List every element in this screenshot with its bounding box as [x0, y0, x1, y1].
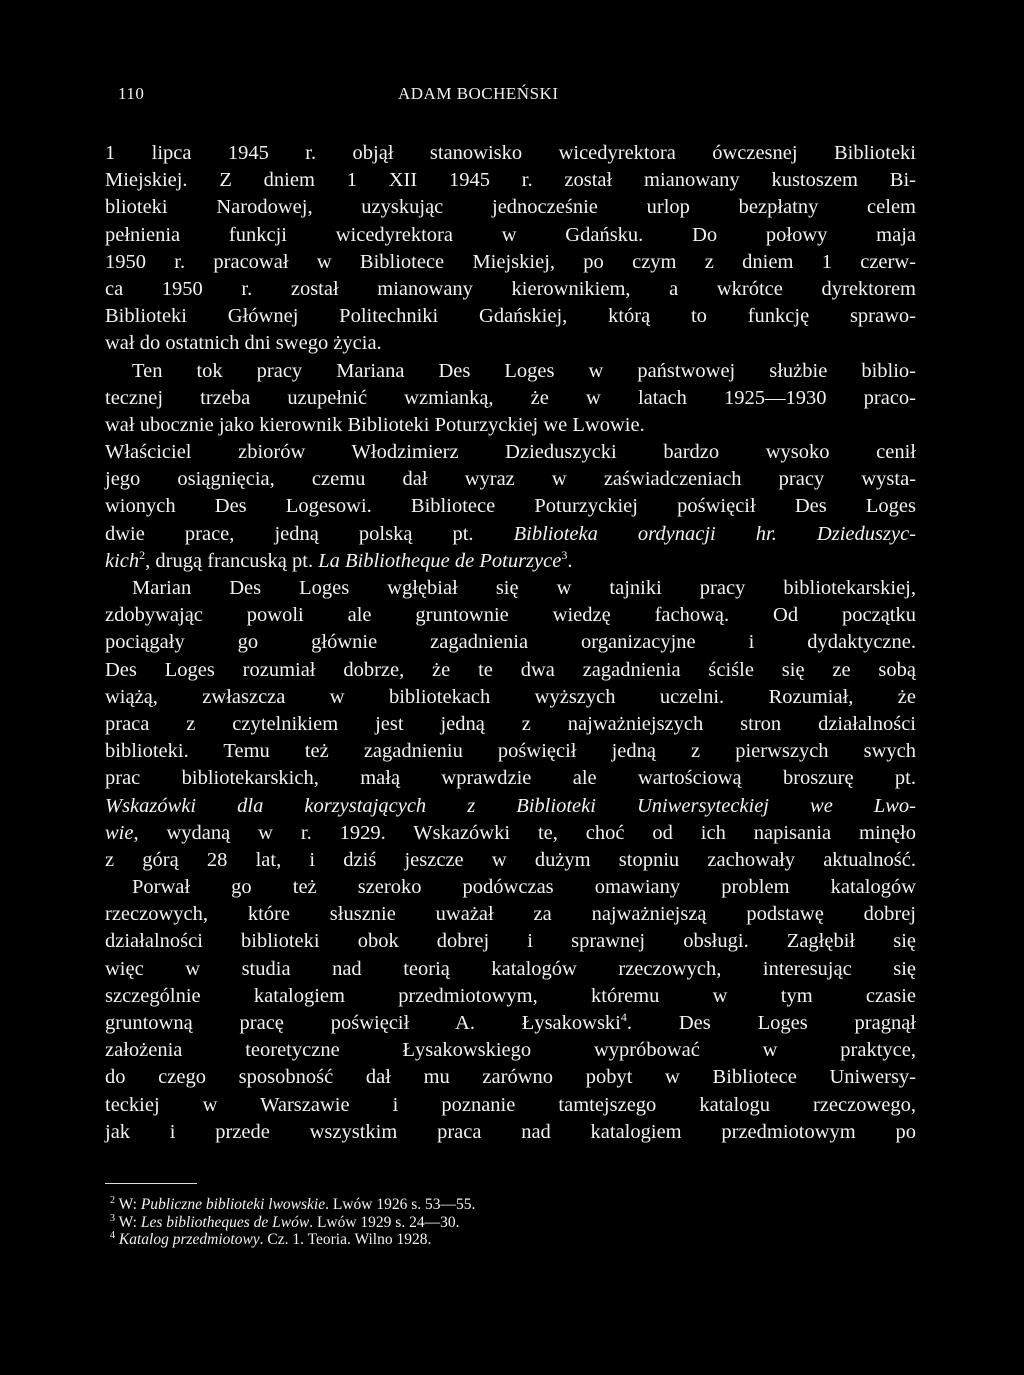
text-run: wionych Des Logesowi. Bibliotece Poturzyckiej poświęcił Des Loges	[105, 495, 916, 518]
text-line	[105, 1037, 916, 1064]
text-run: wał ubocznie jako kierownik Biblioteki Poturzyckiej we Lwowie.	[105, 413, 645, 436]
text-run: pociągały go głównie zagadnienia organizacyjne i dydaktyczne.	[105, 631, 916, 654]
text-line	[105, 493, 916, 520]
italic-title: kich	[105, 549, 140, 572]
italic-title: La Bibliotheque de Poturzyce	[318, 549, 562, 572]
italic-title: Les bibliotheques de Lwów	[140, 1213, 310, 1231]
text-line	[105, 765, 916, 792]
footnote	[110, 1196, 730, 1214]
text-run: , drugą francuską pt.	[145, 549, 319, 572]
text-run: W:	[115, 1213, 141, 1231]
text-line	[105, 1119, 916, 1146]
text-run: z górą 28 lat, i dziś jeszcze w dużym stopniu zachowały aktualność.	[105, 848, 916, 871]
text-run: , wydaną w r. 1929. Wskazówki te, choć od ich napisania minęło	[133, 821, 916, 844]
text-run: Des Loges rozumiał dobrze, że te dwa zagadnienia ściśle się ze sobą	[105, 658, 916, 681]
text-run: gruntowną pracę poświęcił A. Łysakowski	[105, 1012, 621, 1034]
text-run: założenia teoretyczne Łysakowskiego wypróbować w praktyce,	[105, 1039, 916, 1062]
text-line	[105, 684, 916, 711]
text-run: teckiej w Warszawie i poznanie tamtejszego katalogu rzeczowego,	[105, 1093, 916, 1116]
text-run: W:	[115, 1196, 141, 1213]
text-run: Ten tok pracy Mariana Des Loges w państwowej służbie biblio-	[132, 359, 916, 382]
text-line	[105, 956, 916, 983]
text-run: do czego sposobność dał mu zarówno pobyt w Bibliotece Uniwersy-	[105, 1066, 916, 1089]
text-line	[105, 466, 916, 493]
text-run: jak i przede wszystkim praca nad katalogiem przedmiotowym po	[105, 1120, 916, 1143]
text-run: więc w studia nad teorią katalogów rzeczowych, interesując się	[105, 957, 916, 980]
text-line	[105, 793, 916, 820]
text-run: . Lwów 1929 s. 24—30.	[309, 1213, 460, 1231]
text-run: pełnienia funkcji wicedyrektora w Gdańsku. Do połowy maja	[105, 223, 916, 246]
italic-title: Publiczne biblioteki lwowskie	[140, 1196, 326, 1213]
text-run: . Cz. 1. Teoria. Wilno 1928.	[259, 1231, 432, 1248]
text-line	[105, 222, 916, 249]
text-line	[105, 412, 916, 439]
text-run: . Lwów 1926 s. 53—55.	[325, 1196, 476, 1213]
text-line	[105, 874, 916, 901]
text-line	[105, 629, 916, 656]
text-line	[105, 521, 916, 548]
text-run: 1 lipca 1945 r. objął stanowisko wicedyrektora ówczesnej Biblioteki	[105, 142, 916, 164]
running-head: ADAM BOCHEŃSKI	[398, 84, 559, 103]
text-run: dwie prace, jedną polską pt.	[105, 522, 514, 545]
text-run: zdobywając powoli ale gruntownie wiedzę fachową. Od początku	[105, 604, 916, 627]
text-run: rzeczowych, które słusznie uważał za najważniejszą podstawę dobrej	[105, 903, 916, 926]
text-run: jego osiągnięcia, czemu dał wyraz w zaświadczeniach pracy wysta-	[105, 468, 916, 491]
text-line	[105, 303, 916, 330]
text-run: Marian Des Loges wgłębiał się w tajniki pracy bibliotekarskiej,	[132, 577, 916, 599]
italic-title: Biblioteka ordynacji hr. Dzieduszyc-	[513, 522, 916, 545]
text-line	[105, 847, 916, 874]
footnote-ref: 3	[561, 547, 568, 562]
footnote-ref: 2	[139, 547, 146, 562]
text-line	[105, 983, 916, 1010]
text-run: wał do ostatnich dni swego życia.	[105, 332, 382, 355]
italic-title: Wskazówki dla korzystających z Biblioteki Uniwersyteckiej we Lwo-	[105, 794, 916, 817]
text-line	[105, 330, 916, 357]
text-line	[105, 194, 916, 221]
text-line	[105, 276, 916, 303]
text-line	[105, 1092, 916, 1119]
text-run: .	[567, 549, 573, 572]
text-line	[105, 820, 916, 847]
text-run: wiążą, zwłaszcza w bibliotekach wyższych uczelni. Rozumiał, że	[105, 685, 916, 708]
footnote-ref: 4	[110, 1230, 115, 1241]
text-run: blioteki Narodowej, uzyskując jednocześnie urlop bezpłatny celem	[105, 196, 916, 219]
text-line	[105, 249, 916, 276]
text-run: szczególnie katalogiem przedmiotowym, któremu w tym czasie	[105, 984, 916, 1007]
footnote-ref: 3	[110, 1212, 115, 1224]
text-run: praca z czytelnikiem jest jedną z najważniejszych stron działalności	[105, 712, 916, 735]
footnotes	[110, 1196, 730, 1249]
text-run: 1950 r. pracował w Bibliotece Miejskiej, po czym z dniem 1 czerw-	[105, 250, 916, 273]
footnote	[110, 1231, 730, 1249]
body-text	[105, 140, 916, 1146]
footnote-ref: 4	[620, 1010, 627, 1024]
text-run: tecznej trzeba uzupełnić wzmianką, że w latach 1925—1930 praco-	[105, 386, 916, 409]
text-line	[105, 901, 916, 928]
text-run: działalności biblioteki obok dobrej i sprawnej obsługi. Zagłębił się	[105, 930, 916, 953]
text-line	[105, 1064, 916, 1091]
text-run: Właściciel zbiorów Włodzimierz Dzieduszycki bardzo wysoko cenił	[105, 441, 916, 464]
italic-title: wie	[105, 821, 134, 844]
page-number: 110	[118, 84, 145, 103]
text-line	[105, 439, 916, 466]
text-run: prac bibliotekarskich, małą wprawdzie ale wartościową broszurę pt.	[105, 767, 916, 790]
text-run: . Des Loges pragnął	[626, 1012, 916, 1034]
text-line	[105, 575, 916, 602]
text-run: biblioteki. Temu też zagadnieniu poświęcił jedną z pierwszych swych	[105, 740, 916, 763]
text-line	[105, 602, 916, 629]
text-run: ca 1950 r. został mianowany kierownikiem, a wkrótce dyrektorem	[105, 277, 916, 300]
text-line	[105, 711, 916, 738]
text-run: Biblioteki Głównej Politechniki Gdańskiej, którą to funkcję sprawo-	[105, 305, 916, 328]
text-line	[105, 1010, 916, 1037]
footnote	[110, 1214, 730, 1232]
text-line	[105, 358, 916, 385]
text-line	[105, 167, 916, 194]
footnote-rule	[105, 1183, 197, 1184]
text-run: Miejskiej. Z dniem 1 XII 1945 r. został mianowany kustoszem Bi-	[105, 169, 916, 192]
italic-title: Katalog przedmiotowy	[118, 1231, 260, 1248]
text-line	[105, 548, 916, 575]
text-run: Porwał go też szeroko podówczas omawiany problem katalogów	[132, 876, 916, 899]
text-line	[105, 657, 916, 684]
text-line	[105, 140, 916, 167]
text-line	[105, 928, 916, 955]
text-line	[105, 385, 916, 412]
footnote-ref: 2	[110, 1195, 115, 1206]
text-line	[105, 738, 916, 765]
